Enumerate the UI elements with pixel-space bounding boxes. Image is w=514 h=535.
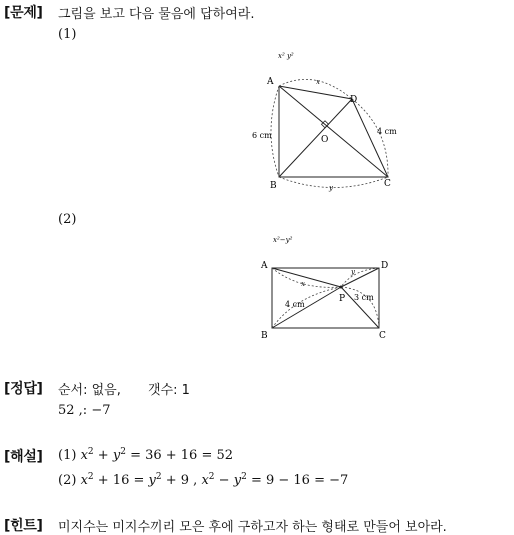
figure1-label-D: D — [350, 95, 358, 105]
math-var-x: x — [80, 448, 88, 463]
figure1-diagonal-ac — [279, 86, 388, 177]
figure2-label-P: P — [339, 294, 346, 304]
part2-label: (2) — [58, 212, 77, 227]
math-var-y: y — [112, 448, 121, 463]
figure2-seg-BP — [272, 287, 341, 328]
problem-tag: [문제] — [4, 5, 43, 21]
math-var-y: y — [148, 473, 156, 488]
figure2-label-A: A — [261, 261, 268, 271]
explanation-line2-rest: = 9 − 16 = −7 — [250, 473, 349, 488]
explanation-line2-mid: + 16 = — [97, 473, 145, 488]
figure2-label-B: B — [261, 331, 268, 341]
math-var-x: x — [80, 473, 88, 488]
explanation-line2 — [58, 473, 348, 488]
figure2-seg-DP — [341, 268, 379, 287]
figure2-seg-4cm: 4 cm — [285, 300, 305, 309]
figure1-side-4cm: 4 cm — [377, 127, 397, 136]
figure2-seg-x: x — [301, 280, 305, 288]
figure2-seg-3cm: 3 cm — [354, 293, 374, 302]
figure1-caption: x² y² — [278, 52, 294, 60]
explanation-line1-rest: = 36 + 16 = 52 — [130, 448, 234, 463]
part1-label: (1) — [58, 27, 77, 42]
figure2-caption: x²−y² — [273, 236, 293, 244]
figure1-label-O: O — [321, 135, 329, 145]
math-var-y: y — [233, 473, 242, 488]
explanation-line2-mid2: + 9 , — [165, 473, 198, 488]
figure1-side-y: y — [329, 184, 333, 192]
math-minus: − — [218, 473, 230, 488]
answer-line2: 52 ,: −7 — [58, 403, 111, 418]
math-plus: + — [97, 448, 109, 463]
figure1-label-A: A — [267, 77, 274, 87]
math-exp: 2 — [120, 447, 126, 457]
answer-line1-a: 순서: 없음, — [58, 383, 121, 398]
math-var-x: x — [201, 473, 209, 488]
explanation-line1 — [58, 448, 233, 463]
math-exp: 2 — [155, 472, 162, 482]
math-exp: 2 — [87, 472, 94, 482]
figure1-bracket-y — [279, 177, 388, 188]
problem-question: 그림을 보고 다음 물음에 답하여라. — [58, 7, 255, 22]
answer-line1-b: 갯수: 1 — [148, 383, 190, 398]
explanation-tag: [해설] — [4, 449, 43, 465]
hint-tag: [힌트] — [4, 518, 43, 534]
figure2-point-P — [340, 286, 343, 289]
figure2-seg-AP — [272, 268, 341, 287]
math-exp: 2 — [208, 472, 215, 482]
figure2-label-D: D — [381, 261, 389, 271]
figure-2 — [255, 230, 405, 345]
figure1-side-6cm: 6 cm — [252, 131, 272, 140]
hint-text: 미지수는 미지수끼리 모은 후에 구하고자 하는 형태로 만들어 보아라. — [58, 520, 447, 535]
figure2-label-C: C — [379, 331, 386, 341]
explanation-line2-label: (2) — [58, 473, 77, 488]
explanation-line1-label: (1) — [58, 448, 77, 463]
figure1-side-x: x — [316, 78, 320, 86]
figure2-seg-y: y — [351, 268, 355, 276]
figure1-bracket-6cm — [271, 86, 279, 177]
math-exp: 2 — [241, 472, 247, 482]
math-exp: 2 — [87, 447, 94, 457]
figure1-label-B: B — [270, 181, 277, 191]
answer-tag: [정답] — [4, 381, 43, 397]
figure1-label-C: C — [384, 179, 391, 189]
figure-1 — [245, 46, 415, 196]
